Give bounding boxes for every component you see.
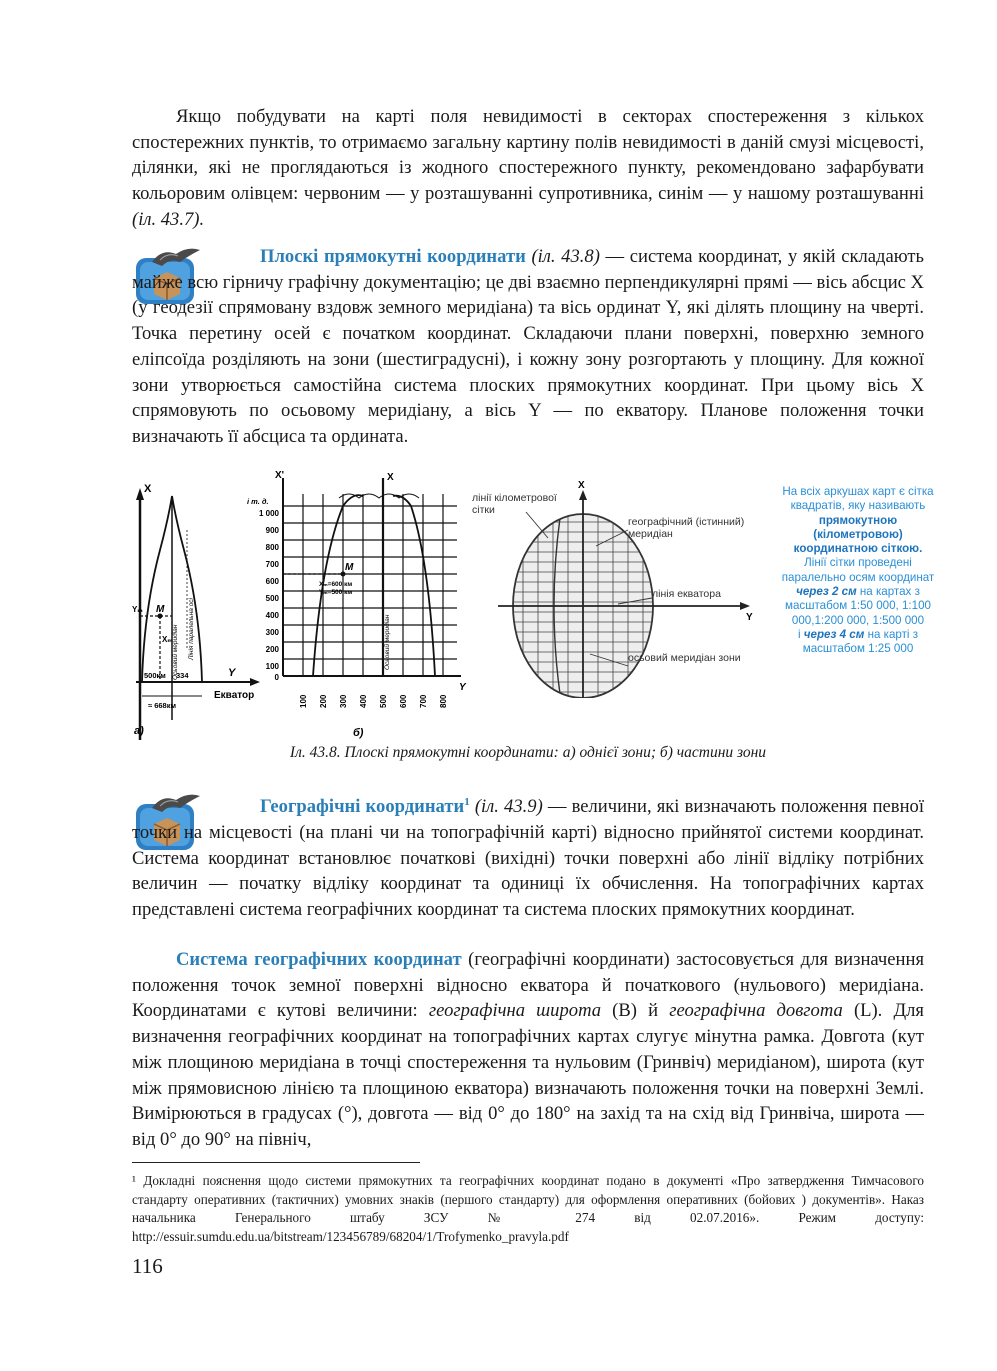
panel-b-ytick: 700 [265, 560, 279, 569]
panel-c-axial-meridian-label: осьовий меридіан зони [628, 652, 741, 664]
panel-b-xtick: 700 [419, 694, 428, 708]
note-line: і [797, 627, 801, 641]
panel-b-ytick: 800 [265, 543, 279, 552]
panel-b-xtick: 100 [299, 694, 308, 708]
geo-coords-ref: (іл. 43.9) [474, 796, 543, 818]
figure-km-grid [468, 478, 786, 698]
panel-b-ytick: 200 [265, 645, 279, 654]
panel-b-xtick: 200 [319, 694, 328, 708]
panel-b-ytick: 0 [274, 673, 279, 682]
panel-a-xm-label: Xₘ [162, 635, 173, 644]
footnote-marker: 1 [464, 796, 470, 808]
panel-b-xtick: 400 [359, 694, 368, 708]
panel-b-ytick: 900 [265, 526, 279, 535]
panel-b-ytick: 100 [265, 662, 279, 671]
flat-coords-text: — система координат, у якій складають майже всю гірничу графічну документацію; це дві взаємно перпендикулярні прямі — вісь абсцис X (у геодезії спрямовану вздовж земного меридіана) та вісь ординат Y, які ділять площину на чверті. Точка перетину осей є початком координат. Складаючи плани поверхні, поверхню земного еліпсоїда розділяють на зони (шестиградусні), і кожну зону розгортають у площину. Для кожної зони утворюється самостійна система плоских прямокутних координат. При цьому вісь X спрямовують по осьовому меридіану, а вісь Y — по екватору. Планове положення точки визначають її абсциса та ордината. [132, 246, 924, 447]
longitude-term: географічна довгота [669, 1000, 843, 1022]
panel-b-x-label: X' [275, 470, 285, 481]
panel-b-ytick: 600 [265, 577, 279, 586]
panel-a-point-label: M [156, 604, 165, 615]
note-line: на карті з масштабом 1:25 000 [802, 627, 919, 656]
page-number: 116 [132, 1254, 163, 1278]
panel-b-unit: і т. д. [247, 497, 269, 506]
panel-a-equator-label: Екватор [214, 690, 255, 701]
panel-b-xtick: 800 [439, 694, 448, 708]
geo-coords-text: — величини, які визначають положення певної точки на місцевості (на плані чи на топографічній карті) відносно прийнятої системи координат. Система координат встановлює початкові (вихідні) точки поверхні або лінії відліку потрібних величин — початку відліку координат та одиниці їх обчислення. На топографічних картах представлені система географічних координат та система плоских прямокутних координат. [132, 796, 924, 920]
panel-a-line-text: Лінія паралельна осі [188, 597, 195, 660]
panel-a-y-label: Y [228, 667, 236, 679]
footnote: ¹ Докладні пояснення щодо системи прямокутних та географічних координат подано в документі «Про затвердження Тимчасового стандарту оперативних (тактичних) умовних знаків (першого стандарту) для оформлення оперативних (бойових ) документів». Наказ начальника Генерального штабу ЗСУ № 274 від 02.07.2016». Режим доступу: http://essuir.sumdu.edu.ua/bitstream/123456789/68204/1/Trofymenko_pravyla.pdf [132, 1173, 924, 1244]
figure-zone-part-grid [243, 470, 470, 742]
geo-system-text: (L). Для визначення географічних координат на топографічних картах слугує мінутна рамка. Довгота (кут між площиною меридіана в точці спостереження та нульовим (Гринвіч) меридіаном), широта (кут між прямовисною лінією та площиною екватора) визначають положення точки на поверхні Землі. Вимірюються в градусах (°), довгота — від 0° до 180° на захід та на схід від Гринвіча, широта — від 0° до 90° на північ, [132, 1000, 924, 1150]
panel-c-equator-label: лінія екватора [652, 588, 721, 600]
note-line: На всіх аркушах карт є сітка квадратів, яку називають [782, 485, 934, 513]
geo-system-text: (географічні координати) застосовується для визначення положення точок земної поверхні відносно екватора й початкового (нульового) меридіана. Координатами є кутові величини: [132, 949, 924, 1022]
flat-coords-paragraph [132, 244, 924, 450]
panel-b-ytick: 500 [265, 594, 279, 603]
grid-side-note [780, 485, 936, 657]
panel-b-y-label: Y [459, 682, 466, 693]
panel-c-geo-meridian-label: географічний (істинний) меридіан [628, 516, 745, 540]
flat-coords-ref: (іл. 43.8) [531, 246, 600, 267]
geo-system-term: Система географічних координат [176, 949, 462, 970]
panel-a-x-label: X [144, 483, 152, 495]
geo-coords-term: Географічні координати [260, 796, 465, 818]
note-highlight: через 4 см [803, 627, 865, 641]
panel-a-dist2: 334 [176, 671, 189, 680]
panel-b-point-label: M [345, 562, 354, 573]
panel-a-meridian-text: Осьовий меридіан [172, 624, 179, 680]
geo-system-paragraph [132, 947, 924, 1153]
note-line: на картах з масштабом 1:50 000, 1:100 000,1:200 000, 1:500 000 [784, 585, 931, 627]
geo-system-text: (B) й [601, 1000, 670, 1022]
intro-paragraph [132, 104, 924, 233]
panel-b-ytick: 400 [265, 611, 279, 620]
panel-b-ytick: 300 [265, 628, 279, 637]
note-line: Лінії сітки проведені паралельно осям координат [781, 556, 935, 584]
panel-a-dist3: ≈ 668км [148, 701, 177, 710]
panel-a-dist1: 500км [144, 671, 166, 680]
panel-c-x-label: X [578, 480, 585, 491]
intro-ref: (іл. 43.7). [132, 208, 205, 230]
note-highlight: прямокутною (кілометровою) координатною сіткою. [793, 513, 923, 556]
panel-a-label: а) [134, 725, 144, 737]
panel-b-xtick: 300 [339, 694, 348, 708]
note-highlight: через 2 см [796, 585, 857, 599]
panel-b-xm: Xₘ=600 км [319, 581, 353, 588]
latitude-term: географічна широта [428, 1000, 602, 1022]
panel-b-xtick: 600 [399, 694, 408, 708]
geo-coords-paragraph [132, 790, 924, 923]
panel-a-ym-label: Yₘ [132, 605, 143, 614]
panel-b-meridian-text: Осьовий меридіан [384, 614, 391, 670]
panel-b-ytick: 1 000 [258, 509, 279, 518]
panel-b-xtick: 500 [379, 694, 388, 708]
footnote-divider [132, 1162, 420, 1163]
panel-c-y-label: Y [746, 612, 753, 623]
figure-caption: Іл. 43.8. Плоскі прямокутні координати: а) однієї зони; б) частини зони [289, 744, 767, 761]
panel-b-label: б) [353, 727, 364, 739]
panel-b-ym: Yₘ=500 км [319, 589, 353, 596]
panel-c-grid-lines-label: лінії кілометрової сітки [472, 492, 557, 516]
panel-b-x2-label: X [387, 472, 394, 483]
intro-text: Якщо побудувати на карті поля невидимості в секторах спостереження з кількох спостережних пунктів, то отримаємо загальну картину полів невидимості в даній смузі місцевості, ділянки, які не проглядаються із жодного спостережного пункту, рекомендовано зафарбувати кольоровим олівцем: червоним — у розташуванні супротивника, синім — у нашому розташуванні [132, 106, 924, 205]
flat-coords-term: Плоскі прямокутні координати [260, 246, 526, 267]
